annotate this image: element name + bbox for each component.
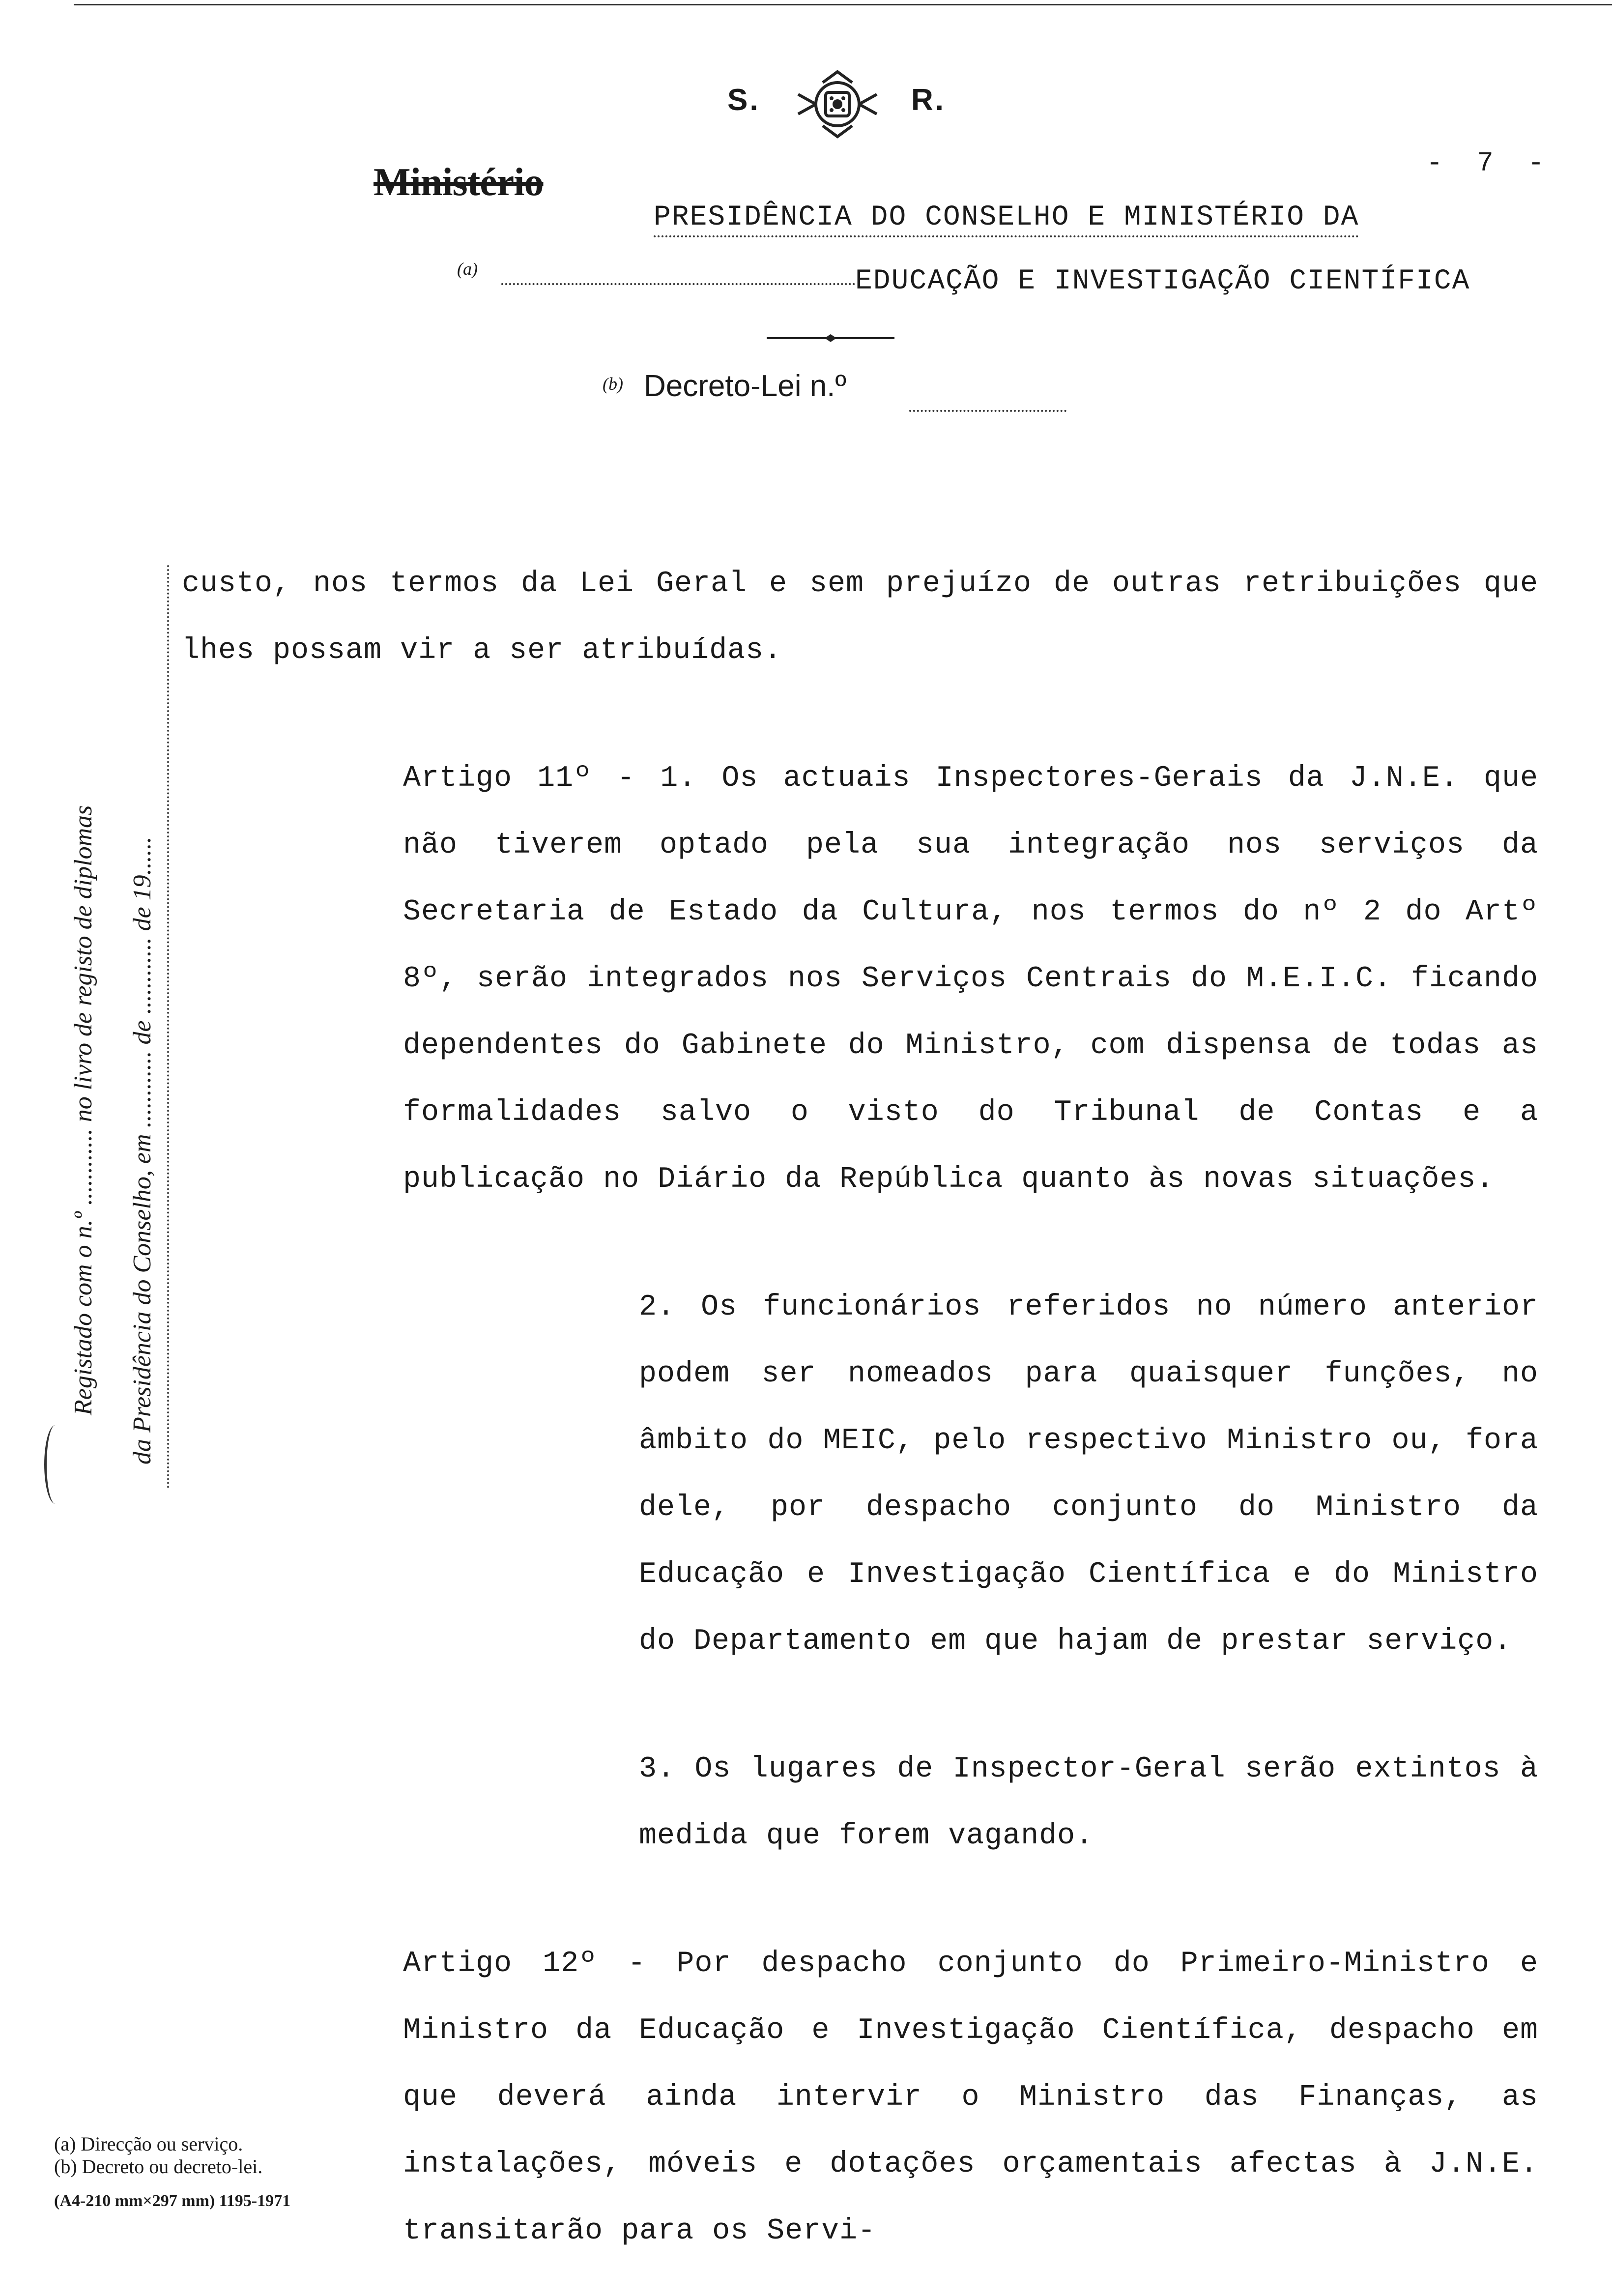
footnote-b: (b) Decreto ou decreto-lei.: [54, 2155, 263, 2178]
coat-of-arms-icon: [788, 65, 887, 144]
footnote-a: (a) Direcção ou serviço.: [54, 2133, 243, 2155]
footnotes: [54, 2133, 262, 2178]
article-11-paragraph-3: 3. Os lugares de Inspector-Geral serão extintos à medida que forem vagando.: [639, 1752, 1538, 1853]
document-body: [182, 550, 1538, 2265]
decree-number-dotted-line: [909, 410, 1066, 412]
ministry-struck-label: Ministério: [374, 161, 544, 204]
page-number: - 7 -: [1426, 147, 1553, 179]
decree-label: Decreto-Lei n.º: [644, 369, 847, 403]
dotted-fill-line: [501, 283, 855, 285]
margin-dotted-rule: [167, 565, 169, 1489]
margin-bracket: [44, 1425, 66, 1504]
ministry-heading-line1: [654, 201, 1359, 233]
letterhead-s: S.: [727, 83, 760, 117]
footnote-marker-a: (a): [457, 259, 478, 279]
paragraph-continuation: custo, nos termos da Lei Geral e sem prejuízo de outras retribuições que lhes possam vir a ser atribuídas.: [182, 567, 1538, 667]
article-12-paragraph: Artigo 12º - Por despacho conjunto do Primeiro-Ministro e Ministro da Educação e Investigação Científica, despacho em que deverá ainda intervir o Ministro das Finanças, as instalações, móveis e dotações orçamentais afectas à J.N.E. transitarão para os Servi-: [403, 1947, 1538, 2248]
article-11-paragraph-1: Artigo 11º - 1. Os actuais Inspectores-Gerais da J.N.E. que não tiverem optado pela sua integração nos serviços da Secretaria de Estado da Cultura, nos termos do nº 2 do Artº 8º, serão integrados nos Serviços Centrais do M.E.I.C. ficando dependentes do Gabinete do Ministro, com dispensa de todas as formalidades salvo o visto do Tribunal de Contas e a publicação no Diário da República quanto às novas situações.: [403, 762, 1538, 1196]
ministry-heading-text: PRESIDÊNCIA DO CONSELHO E MINISTÉRIO DA: [654, 201, 1359, 237]
form-code: (A4-210 mm×297 mm) 1195-1971: [54, 2192, 291, 2210]
margin-registration-line2: da Presidência do Conselho, em ............ de ............ de 19......: [128, 836, 156, 1464]
article-11-paragraph-2: 2. Os funcionários referidos no número anterior podem ser nomeados para quaisquer funções, no âmbito do MEIC, pelo respectivo Ministro ou, fora dele, por despacho conjunto do Ministro da Educação e Investigação Científica e do Ministro do Departamento em que hajam de prestar serviço.: [639, 1291, 1538, 1658]
margin-registration-line1: Registado com o n.º ............ no livro de registo de diplomas: [69, 805, 97, 1415]
divider-ornament: [767, 334, 894, 342]
letterhead-r: R.: [911, 83, 946, 117]
footnote-marker-b: (b): [603, 374, 623, 394]
top-rule: [74, 4, 1612, 5]
ministry-heading-line2: EDUCAÇÃO E INVESTIGAÇÃO CIENTÍFICA: [855, 265, 1470, 297]
